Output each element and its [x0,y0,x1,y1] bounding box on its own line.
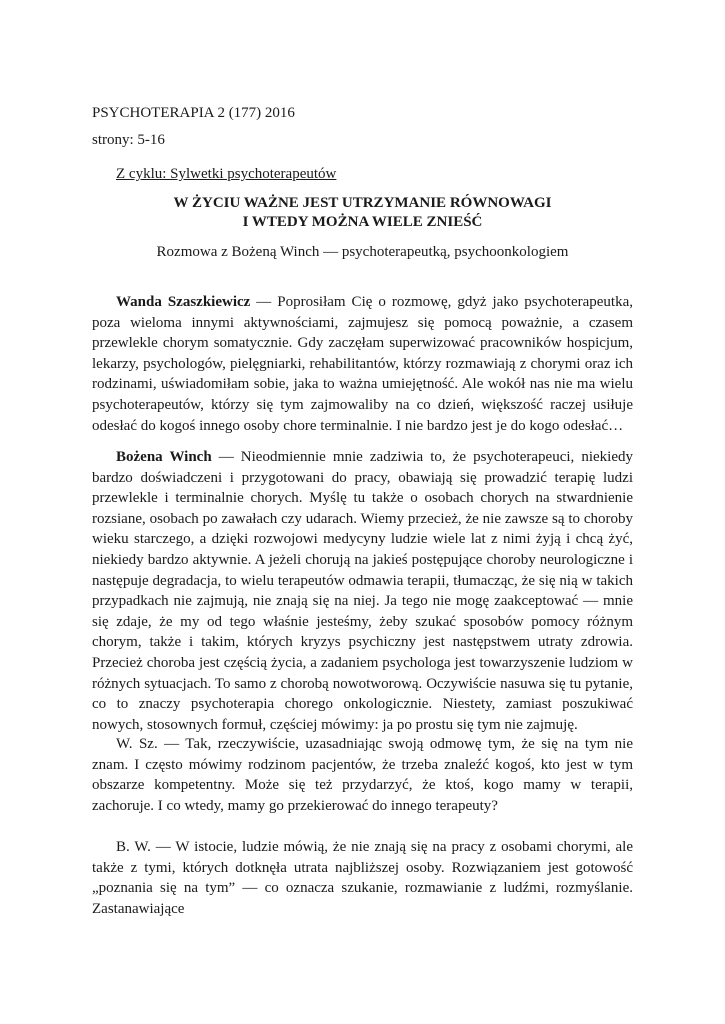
title-line-2: I WTEDY MOŻNA WIELE ZNIEŚĆ [242,214,483,230]
paragraph-text: B. W. — W istocie, ludzie mówią, że nie znają się na pracy z osobami chorymi, ale także z tymi, których dotknęła utrata najbliższej osoby. Rozwiązaniem jest gotowość „poznania się na tym” — co oznacza szukanie, rozmawianie z ludźmi, rozmyślanie. Zastanawiające [92,839,633,917]
paragraph-text: — Poprosiłam Cię o rozmowę, gdyż jako psychoterapeutka, poza wieloma innymi aktywnościami, zajmujesz się pomocą poważnie, a czasem przewlekle chorym somatycznie. Gdy zaczęłam superwizować pracowników hospicjum, lekarzy, psychologów, pielęgniarki, rehabilitantów, którzy rozmawiają z chorymi oraz ich rodzinami, uświadomiłam sobie, jaka to ważna umiejętność. Ale wokół nas nie ma wielu psychoterapeutów, którzy się tym zajmowaliby na co dzień, większość raczej usiłuje odesłać do kogoś innego osoby chore terminalnie. I nie bardzo jest je do kogo odesłać… [92,294,633,434]
journal-header: PSYCHOTERAPIA 2 (177) 2016 [92,105,295,121]
paragraph-4 [92,837,633,919]
paragraph-text: W. Sz. — Tak, rzeczywiście, uzasadniając swoją odmowę tym, że się na tym nie znam. I często mówimy rodzinom pacjentów, że trzeba znaleźć kogoś, kto jest w tym obszarze kompetentny. Może się też przydarzyć, że ktoś, kogo mamy w terapii, zachoruje. I co wtedy, mamy go przekierować do innego terapeuty? [92,736,633,814]
paragraph-text: — Nieodmiennie mnie zadziwia to, że psychoterapeuci, niekiedy bardzo doświadczeni i przygotowani do pracy, obawiają się prowadzić terapię ludzi przewlekle i terminalnie chorych. Myślę tu także o osobach chorych na stwardnienie rozsiane, osobach po zawałach czy udarach. Wiemy przecież, że nie zawsze są to choroby wieku starczego, a dzięki rozwojowi medycyny ludzie wiele lat z nimi żyją i chcą żyć, niekiedy bardzo aktywnie. A jeżeli chorują na jakieś postępujące choroby neurologiczne i następuje degradacja, to wielu terapeutów odmawia terapii, tłumacząc, że się nią w takich przypadkach nie zajmują, nie znają się na niej. Ja tego nie mogę zaakceptować — mnie się zdaje, że my od tego właśnie jesteśmy, żeby szukać sposobów pomocy różnym chorym, także i takim, których kryzys psychiczny jest następstwem utraty zdrowia. Przecież choroba jest częścią życia, a zadaniem psychologa jest towarzyszenie ludziom w różnych sytuacjach. To samo z chorobą nowotworową. Oczywiście nasuwa się tu pytanie, co to znaczy psychoterapia chorego onkologicznie. Niestety, zamiast poszukiwać nowych, stosownych formuł, częściej mówimy: ja po prostu się tym nie zajmuję. [92,449,633,733]
paragraph-1 [92,292,633,436]
paragraph-3 [92,734,633,816]
series-label: Z cyklu: Sylwetki psychoterapeutów [116,166,337,182]
article-title [92,194,633,232]
speaker-name: Wanda Szaszkiewicz [116,294,251,310]
page-range: strony: 5-16 [92,132,165,148]
speaker-name: Bożena Winch [116,449,212,465]
article-subtitle: Rozmowa z Bożeną Winch — psychoterapeutką, psychoonkologiem [156,244,569,260]
paragraph-2 [92,447,633,735]
title-line-1: W ŻYCIU WAŻNE JEST UTRZYMANIE RÓWNOWAGI [173,195,552,211]
